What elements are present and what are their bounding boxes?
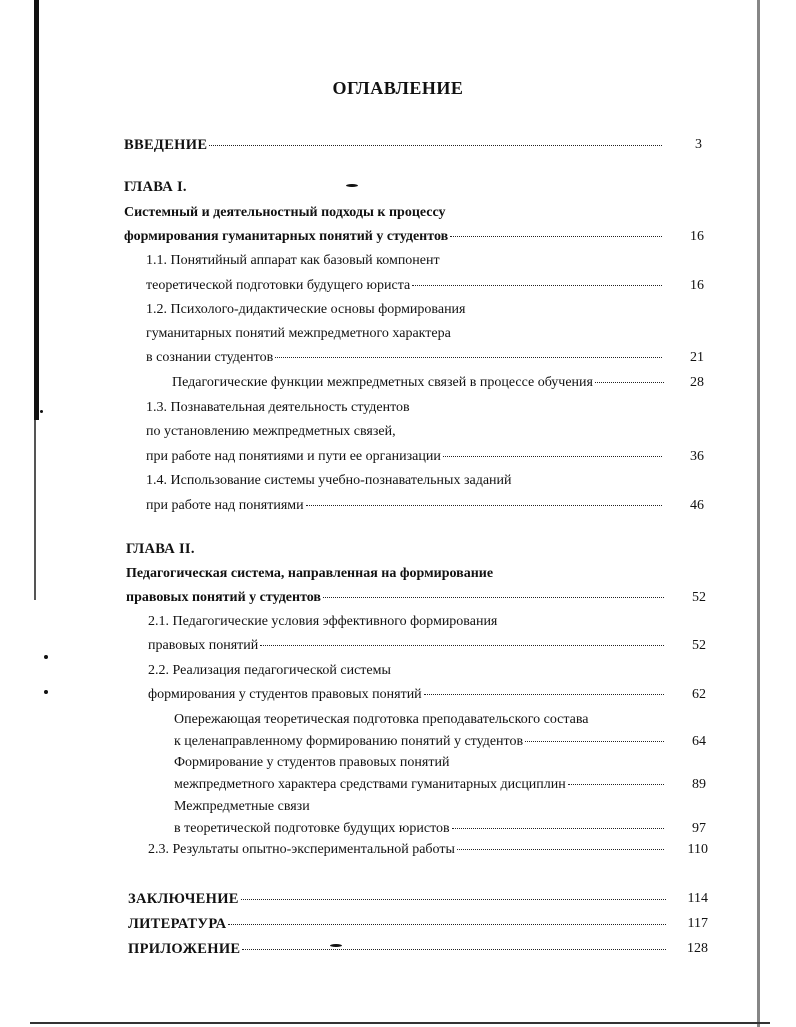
chapter-title-line <box>124 202 664 224</box>
toc-entry-chapter2 <box>126 587 666 609</box>
section-title-text: по установлению межпредметных связей, <box>146 424 396 439</box>
section-title-text: 2.3. Результаты опытно-экспериментальной работы <box>148 842 455 857</box>
scan-edge-left-lower <box>34 420 36 600</box>
toc-entry-label: ЗАКЛЮЧЕНИЕ <box>128 891 239 907</box>
section-title-text: теоретической подготовки будущего юриста <box>146 278 411 293</box>
leader-dots <box>450 224 662 237</box>
toc-entry-line <box>146 299 666 321</box>
leader-dots <box>241 887 666 900</box>
section-title-text: 1.3. Познавательная деятельность студентов <box>146 400 410 415</box>
leader-dots <box>412 273 662 286</box>
leader-dots <box>275 345 662 358</box>
toc-entry-section-2-1 <box>148 635 666 657</box>
toc-page-number: 36 <box>690 449 704 464</box>
toc-entry-conclusion <box>128 888 668 910</box>
section-title-text: гуманитарных понятий межпредметного характера <box>146 326 451 341</box>
subsection-title-text: в теоретической подготовке будущих юристов <box>174 821 450 836</box>
leader-dots <box>457 837 664 850</box>
chapter-title-text: Педагогическая система, направленная на формирование <box>126 566 494 581</box>
toc-entry-label: ВВЕДЕНИЕ <box>124 137 208 153</box>
toc-entry-section-1-2 <box>146 347 664 369</box>
subsection-title-text: Педагогические функции межпредметных связей в процессе обучения <box>172 375 593 390</box>
leader-dots <box>306 493 662 506</box>
leader-dots <box>228 912 666 925</box>
toc-page-number: 3 <box>695 137 702 152</box>
toc-page-number: 97 <box>692 821 706 836</box>
chapter-title-text: правовых понятий у студентов <box>126 590 321 605</box>
toc-entry-line <box>148 660 668 682</box>
toc-entry-line <box>146 323 666 345</box>
leader-dots <box>595 370 664 383</box>
toc-page-number: 128 <box>687 941 708 956</box>
section-title-text: формирования у студентов правовых понятий <box>148 687 422 702</box>
toc-entry-line <box>146 397 666 419</box>
toc-page-number: 28 <box>690 375 704 390</box>
subsection-title-text: Формирование у студентов правовых понятий <box>174 755 450 770</box>
scan-speck <box>44 655 48 659</box>
chapter-heading <box>126 538 426 560</box>
leader-dots <box>323 585 664 598</box>
section-title-text: при работе над понятиями и пути ее организации <box>146 449 441 464</box>
scan-edge-bottom <box>30 1022 770 1024</box>
toc-entry-label: ЛИТЕРАТУРА <box>128 916 227 932</box>
toc-entry-section-2-2 <box>148 684 666 706</box>
section-title-text: 1.1. Понятийный аппарат как базовый компонент <box>146 253 440 268</box>
toc-entry-line <box>174 752 674 774</box>
toc-entry-subsection <box>174 774 666 796</box>
toc-entry-line <box>146 470 666 492</box>
section-title-text: правовых понятий <box>148 638 259 653</box>
scan-edge-right <box>757 0 760 1027</box>
chapter-heading-text: ГЛАВА II. <box>126 541 195 557</box>
toc-entry-appendix <box>128 938 668 960</box>
leader-dots <box>452 816 664 829</box>
subsection-title-text: Опережающая теоретическая подготовка преподавательского состава <box>174 712 589 727</box>
toc-page-number: 52 <box>692 638 706 653</box>
leader-dots <box>424 682 664 695</box>
leader-dots <box>260 633 664 646</box>
toc-page-number: 16 <box>690 278 704 293</box>
chapter-heading <box>124 176 424 198</box>
toc-entry-line <box>174 796 674 818</box>
toc-entry-section-2-3 <box>148 839 666 861</box>
section-title-text: 1.2. Психолого-дидактические основы формирования <box>146 302 466 317</box>
toc-page-number: 117 <box>687 916 708 931</box>
subsection-title-text: межпредметного характера средствами гуманитарных дисциплин <box>174 777 566 792</box>
toc-entry-line <box>146 421 666 443</box>
section-title-text: 1.4. Использование системы учебно-познавательных заданий <box>146 473 512 488</box>
toc-entry-subsection <box>174 731 666 753</box>
scan-edge-left <box>34 0 39 420</box>
toc-entry-section-1-3 <box>146 446 664 468</box>
leader-dots <box>568 772 664 785</box>
toc-page-number: 110 <box>687 842 708 857</box>
toc-entry-label: ПРИЛОЖЕНИЕ <box>128 941 241 957</box>
toc-entry-section-1-1 <box>146 275 664 297</box>
section-title-text: в сознании студентов <box>146 350 274 365</box>
toc-entry-introduction <box>124 134 664 156</box>
toc-entry-literature <box>128 913 668 935</box>
chapter-title-text: Системный и деятельностный подходы к процессу <box>124 205 446 220</box>
leader-dots <box>525 729 664 742</box>
toc-entry-line <box>174 709 674 731</box>
chapter-title-line <box>126 563 666 585</box>
toc-entry-line <box>146 250 666 272</box>
toc-page-number: 46 <box>690 498 704 513</box>
leader-dots <box>242 937 666 950</box>
leader-dots <box>209 133 662 146</box>
section-title-text: при работе над понятиями <box>146 498 304 513</box>
leader-dots <box>443 444 662 457</box>
subsection-title-text: Межпредметные связи <box>174 799 310 814</box>
toc-page-number: 21 <box>690 350 704 365</box>
toc-page-number: 52 <box>692 590 706 605</box>
toc-page-number: 64 <box>692 734 706 749</box>
toc-page-number: 89 <box>692 777 706 792</box>
toc-entry-subsection <box>172 372 666 394</box>
scan-speck <box>44 690 48 694</box>
chapter-title-text: формирования гуманитарных понятий у студентов <box>124 229 449 244</box>
toc-entry-section-1-4 <box>146 495 664 517</box>
toc-entry-line <box>148 611 668 633</box>
section-title-text: 2.1. Педагогические условия эффективного формирования <box>148 614 498 629</box>
chapter-heading-text: ГЛАВА I. <box>124 179 187 195</box>
toc-entry-chapter1 <box>124 226 664 248</box>
scan-speck <box>40 410 43 413</box>
toc-page-number: 114 <box>687 891 708 906</box>
page-title: ОГЛАВЛЕНИЕ <box>332 78 464 98</box>
toc-page-number: 16 <box>690 229 704 244</box>
toc-page-number: 62 <box>692 687 706 702</box>
subsection-title-text: к целенаправленному формированию понятий у студентов <box>174 734 524 749</box>
section-title-text: 2.2. Реализация педагогической системы <box>148 663 391 678</box>
